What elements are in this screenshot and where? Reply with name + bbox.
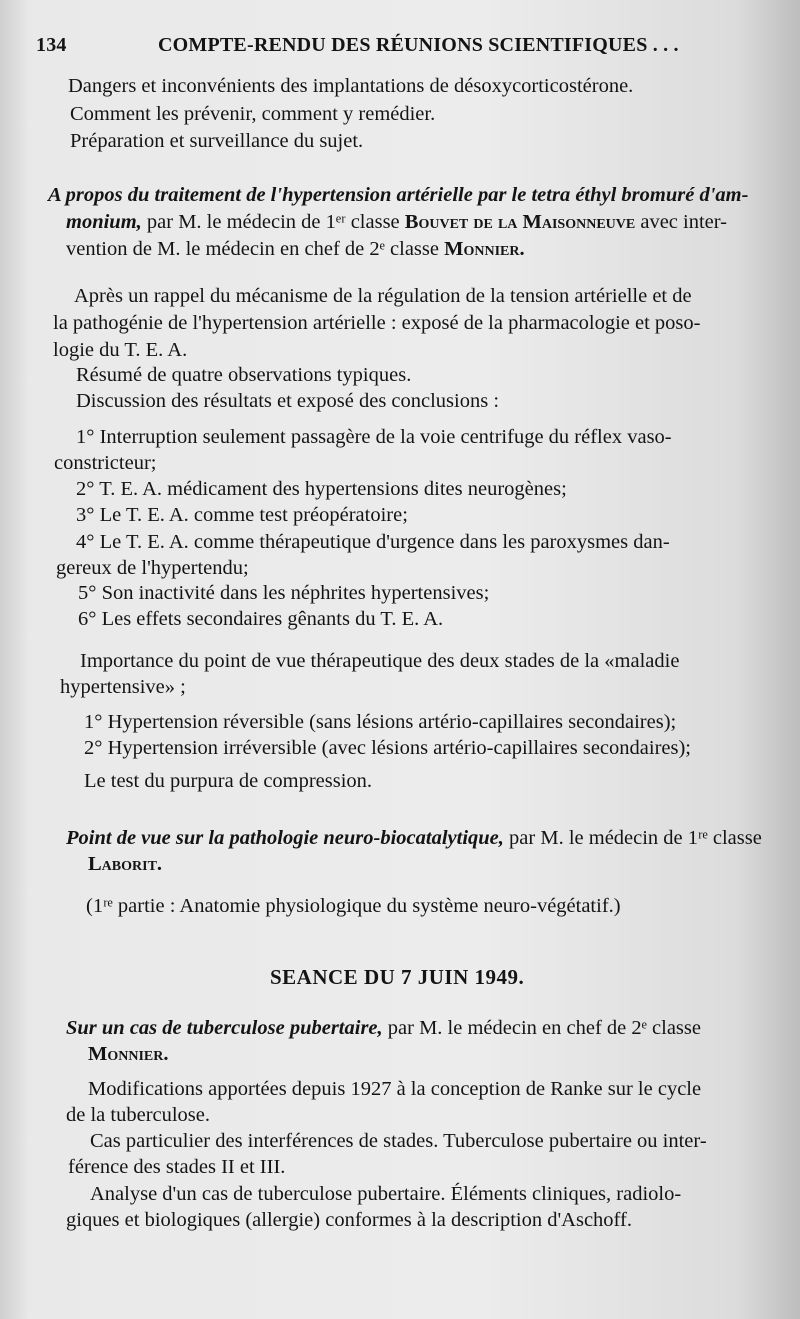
text-line [84,710,676,735]
text-line [76,503,408,528]
text-line [78,607,443,632]
text-line [66,210,727,235]
text-line [84,769,372,794]
text-line [78,581,489,606]
text-line [66,1103,210,1128]
text-run: Dangers et inconvénients des implantations de désoxycorticostérone. [68,75,634,97]
text-run: par M. le médecin de 1ᵉʳ classe [141,211,405,233]
text-run: Modifications apportées depuis 1927 à la conception de Ranke sur le cycle [88,1078,702,1100]
author-name: Monnier. [444,238,525,260]
text-run: 2° T. E. A. médicament des hypertensions dites neurogènes; [76,478,567,500]
text-line [68,74,633,99]
text-line [88,1077,701,1102]
italic-title-text: Sur un cas de tuberculose pubertaire, [66,1017,383,1039]
text-line [88,1042,168,1067]
text-line [54,451,156,476]
text-line [70,129,363,154]
text-line [66,826,762,851]
text-run: Importance du point de vue thérapeutique des deux stades de la «maladie [80,650,680,672]
text-line [70,102,435,127]
text-run: hypertensive» ; [60,676,186,698]
text-line [90,1182,681,1207]
text-run: (1ʳᵉ partie : Anatomie physiologique du système neuro-végétatif.) [86,895,621,917]
text-run: Cas particulier des interférences de stades. Tuberculose pubertaire ou inter- [90,1130,707,1152]
text-run: 6° Les effets secondaires gênants du T. E. A. [78,608,444,630]
text-run: 5° Son inactivité dans les néphrites hypertensives; [78,582,490,604]
text-run: Le test du purpura de compression. [84,770,373,792]
text-line [56,556,249,581]
text-run: par M. le médecin de 1ʳᵉ classe [503,827,762,849]
text-run: 4° Le T. E. A. comme thérapeutique d'urgence dans les paroxysmes dan- [76,531,670,553]
text-line [80,649,679,674]
text-run: férence des stades II et III. [68,1156,286,1178]
text-run: Comment les prévenir, comment y remédier. [70,103,436,125]
text-line [68,1155,285,1180]
text-run: 3° Le T. E. A. comme test préopératoire; [76,504,408,526]
text-line [74,284,692,309]
text-run: Préparation et surveillance du sujet. [70,130,364,152]
text-run: logie du T. E. A. [53,339,188,361]
text-run: avec inter- [635,211,728,233]
text-run: gereux de l'hypertendu; [56,557,249,579]
text-line [90,1129,707,1154]
text-line [66,1208,632,1233]
text-run: 2° Hypertension irréversible (avec lésions artério-capillaires secondaires); [84,737,692,759]
text-line [76,363,411,388]
text-line [76,389,499,414]
text-run: vention de M. le médecin en chef de 2ᵉ classe [66,238,445,260]
text-line [53,311,701,336]
running-title: COMPTE-RENDU DES RÉUNIONS SCIENTIFIQUES . . . [158,34,679,56]
text-line [76,425,672,450]
text-run: par M. le médecin en chef de 2ᵉ classe [382,1017,701,1039]
author-name: Monnier. [88,1043,169,1065]
author-name: Bouvet de la Maisonneuve [404,211,636,233]
text-run: constricteur; [54,452,157,474]
text-run: 1° Hypertension réversible (sans lésions artério-capillaires secondaires); [84,711,677,733]
text-run: Analyse d'un cas de tuberculose pubertaire. Éléments cliniques, radiolo- [90,1183,682,1205]
text-run: Discussion des résultats et exposé des conclusions : [76,390,500,412]
text-run: de la tuberculose. [66,1104,211,1126]
text-line [76,530,670,555]
text-line [76,477,567,502]
italic-title-text: Point de vue sur la pathologie neuro-biocatalytique, [66,827,504,849]
section-heading: SEANCE DU 7 JUIN 1949. [270,965,525,989]
text-line [86,894,621,919]
text-line [270,965,524,991]
text-line [53,338,187,363]
text-run: 1° Interruption seulement passagère de la voie centrifuge du réflex vaso- [76,426,672,448]
text-run: Après un rappel du mécanisme de la régulation de la tension artérielle et de [74,285,692,307]
author-name: Laborit. [88,853,163,875]
italic-title-text: A propos du traitement de l'hypertension artérielle par le tetra éthyl bromuré d'am- [48,184,749,206]
text-line [60,675,186,700]
text-line [48,183,748,208]
text-line [88,852,162,877]
text-run: giques et biologiques (allergie) conformes à la description d'Aschoff. [66,1209,632,1231]
italic-title-text: monium, [66,211,142,233]
text-line [84,736,691,761]
text-line [66,1016,701,1041]
text-line [66,237,525,262]
text-run: Résumé de quatre observations typiques. [76,364,412,386]
text-run: la pathogénie de l'hypertension artérielle : exposé de la pharmacologie et poso- [53,312,701,334]
page-number: 134 [36,34,67,56]
